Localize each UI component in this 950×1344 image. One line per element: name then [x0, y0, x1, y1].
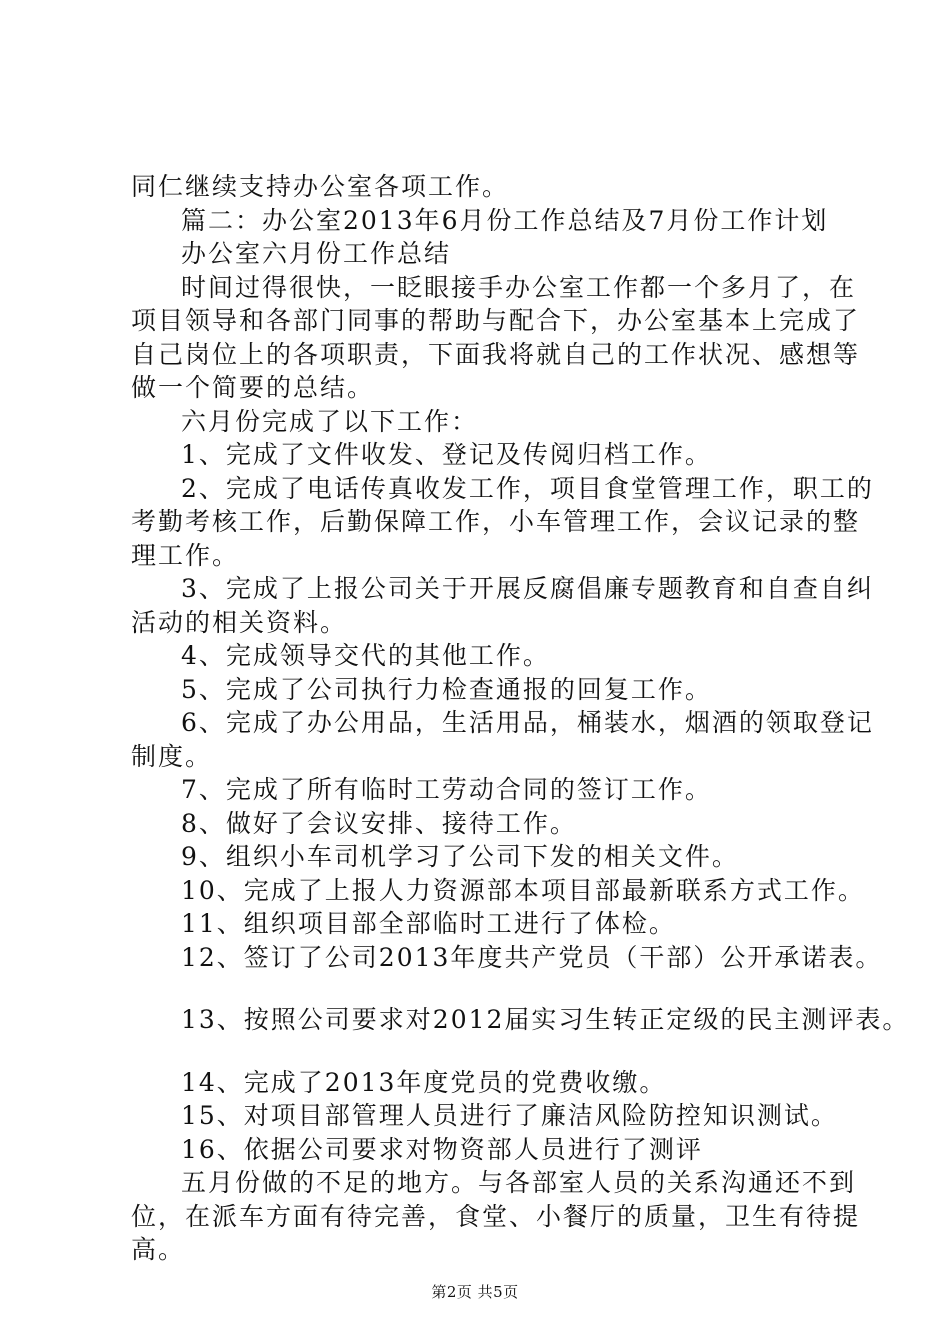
list-item: 4、完成领导交代的其他工作。 — [181, 641, 550, 670]
paragraph-line: 同仁继续支持办公室各项工作。 — [131, 172, 510, 201]
paragraph-line: 做一个简要的总结。 — [131, 373, 375, 402]
list-item: 9、组织小车司机学习了公司下发的相关文件。 — [181, 842, 739, 871]
paragraph-line: 位，在派车方面有待完善，食堂、小餐厅的质量，卫生有待提 — [131, 1201, 861, 1231]
list-item: 5、完成了公司执行力检查通报的回复工作。 — [181, 674, 712, 704]
paragraph-line: 项目领导和各部门同事的帮助与配合下，办公室基本上完成了 — [131, 306, 861, 335]
list-item: 11、组织项目部全部临时工进行了体检。 — [181, 909, 676, 938]
list-item: 1、完成了文件收发、登记及传阅归档工作。 — [181, 440, 712, 469]
list-item: 13、按照公司要求对2012届实习生转正定级的民主测评表。 — [181, 1005, 910, 1034]
list-item: 12、签订了公司2013年度共产党员（干部）公开承诺表。 — [181, 942, 883, 972]
paragraph-line: 高。 — [131, 1235, 186, 1264]
section-title: 篇二：办公室2013年6月份工作总结及7月份工作计划 — [181, 205, 829, 235]
list-item: 6、完成了办公用品，生活用品，桶装水，烟酒的领取登记 — [181, 708, 874, 737]
page-number: 第2页 共5页 — [431, 1283, 519, 1301]
list-item: 16、依据公司要求对物资部人员进行了测评 — [181, 1134, 703, 1164]
list-item: 14、完成了2013年度党员的党费收缴。 — [181, 1067, 667, 1097]
list-heading: 六月份完成了以下工作： — [181, 406, 479, 436]
list-item: 3、完成了上报公司关于开展反腐倡廉专题教育和自查自纠 — [181, 574, 874, 603]
list-item-continuation: 考勤考核工作，后勤保障工作，小车管理工作，会议记录的整 — [131, 507, 861, 536]
list-item: 2、完成了电话传真收发工作，项目食堂管理工作，职工的 — [181, 473, 874, 503]
list-item-continuation: 理工作。 — [131, 540, 240, 570]
paragraph-line: 五月份做的不足的地方。与各部室人员的关系沟通还不到 — [181, 1168, 857, 1197]
list-item: 10、完成了上报人力资源部本项目部最新联系方式工作。 — [181, 875, 865, 905]
document-body — [131, 170, 910, 1267]
list-item: 8、做好了会议安排、接待工作。 — [181, 808, 577, 838]
subsection-title: 办公室六月份工作总结 — [181, 239, 452, 268]
page-footer — [0, 1281, 950, 1302]
list-item-continuation: 活动的相关资料。 — [131, 607, 348, 637]
list-item: 7、完成了所有临时工劳动合同的签订工作。 — [181, 775, 712, 804]
paragraph-line: 时间过得很快，一眨眼接手办公室工作都一个多月了，在 — [181, 272, 857, 302]
paragraph-line: 自己岗位上的各项职责，下面我将就自己的工作状况、感想等 — [131, 339, 861, 369]
list-item: 15、对项目部管理人员进行了廉洁风险防控知识测试。 — [181, 1101, 838, 1130]
list-item-continuation: 制度。 — [131, 741, 213, 771]
